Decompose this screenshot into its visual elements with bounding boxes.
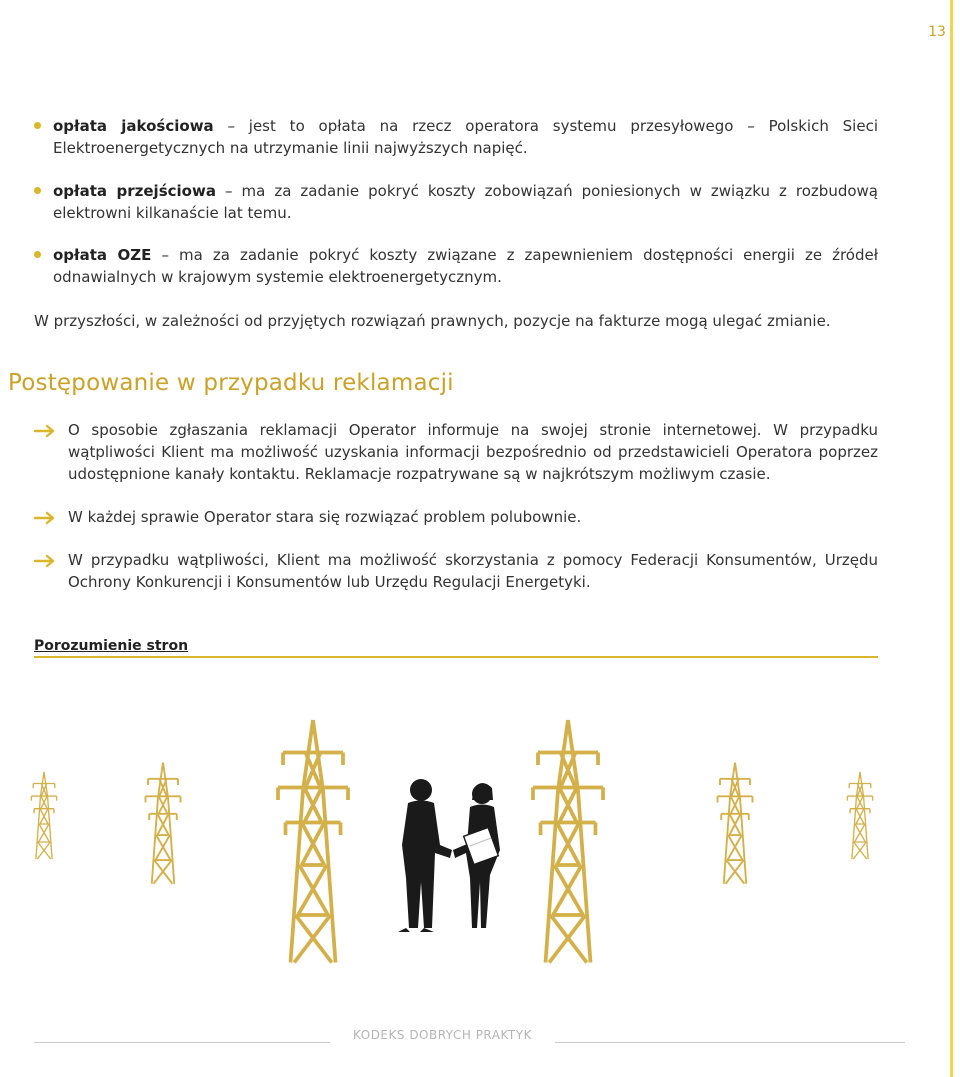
dot-icon [34, 251, 41, 258]
power-tower-icon [718, 763, 753, 884]
illustration-power-towers-handshake [0, 700, 950, 970]
businessman-silhouette [398, 779, 452, 932]
section-divider [34, 656, 878, 658]
right-edge-rule [950, 0, 953, 1077]
list-item [34, 244, 878, 288]
list-item [34, 115, 878, 159]
subsection-heading: Porozumienie stron [34, 638, 189, 654]
dot-icon [34, 187, 41, 194]
list-item [34, 549, 878, 593]
power-tower-icon [847, 772, 872, 859]
power-tower-icon [146, 763, 181, 884]
term: opłata OZE [53, 246, 152, 264]
footer-rule-right [555, 1042, 905, 1043]
term-description: – ma za zadanie pokryć koszty związane z zapewnieniem dostępności energii ze źródeł odnawialnych w krajowym systemie elektroenergetycznym. [53, 246, 878, 286]
section-heading: Postępowanie w przypadku reklamacji [8, 370, 454, 396]
footer-rule-left [34, 1042, 330, 1043]
term: opłata jakościowa [53, 117, 214, 135]
list-item [34, 419, 878, 485]
term-description: – jest to opłata na rzecz operatora systemu przesyłowego – Polskich Sieci Elektroenergetycznych na utrzymanie linii najwyższych napięć. [53, 117, 878, 157]
footer-title: KODEKS DOBRYCH PRAKTYK [353, 1028, 532, 1042]
dot-icon [34, 122, 41, 129]
arrow-right-icon [34, 511, 60, 525]
power-tower-icon [533, 720, 603, 963]
note-paragraph: W przyszłości, w zależności od przyjętych rozwiązań prawnych, pozycje na fakturze mogą ulegać zmianie. [34, 312, 831, 330]
list-item-text: W każdej sprawie Operator stara się rozwiązać problem polubownie. [68, 508, 582, 526]
term: opłata przejściowa [53, 182, 216, 200]
list-item-text: W przypadku wątpliwości, Klient ma możliwość skorzystania z pomocy Federacji Konsumentów, Urzędu Ochrony Konkurencji i Konsumentów lub Urzędu Regulacji Energetyki. [68, 551, 878, 591]
list-item [34, 180, 878, 224]
arrow-right-icon [34, 554, 60, 568]
list-item [34, 506, 878, 528]
page-number: 13 [928, 24, 946, 40]
power-tower-icon [31, 772, 56, 859]
power-tower-icon [278, 720, 348, 963]
term-description: – ma za zadanie pokryć koszty zobowiązań poniesionych w związku z rozbudową elektrowni kilkanaście lat temu. [53, 182, 878, 222]
arrow-right-icon [34, 424, 60, 438]
list-item-text: O sposobie zgłaszania reklamacji Operator informuje na swojej stronie internetowej. W przypadku wątpliwości Klient ma możliwość uzyskania informacji bezpośrednio od przedstawicieli Operatora poprzez udostępnione kanały kontaktu. Reklamacje rozpatrywane są w najkrótszym możliwym czasie. [68, 421, 878, 483]
